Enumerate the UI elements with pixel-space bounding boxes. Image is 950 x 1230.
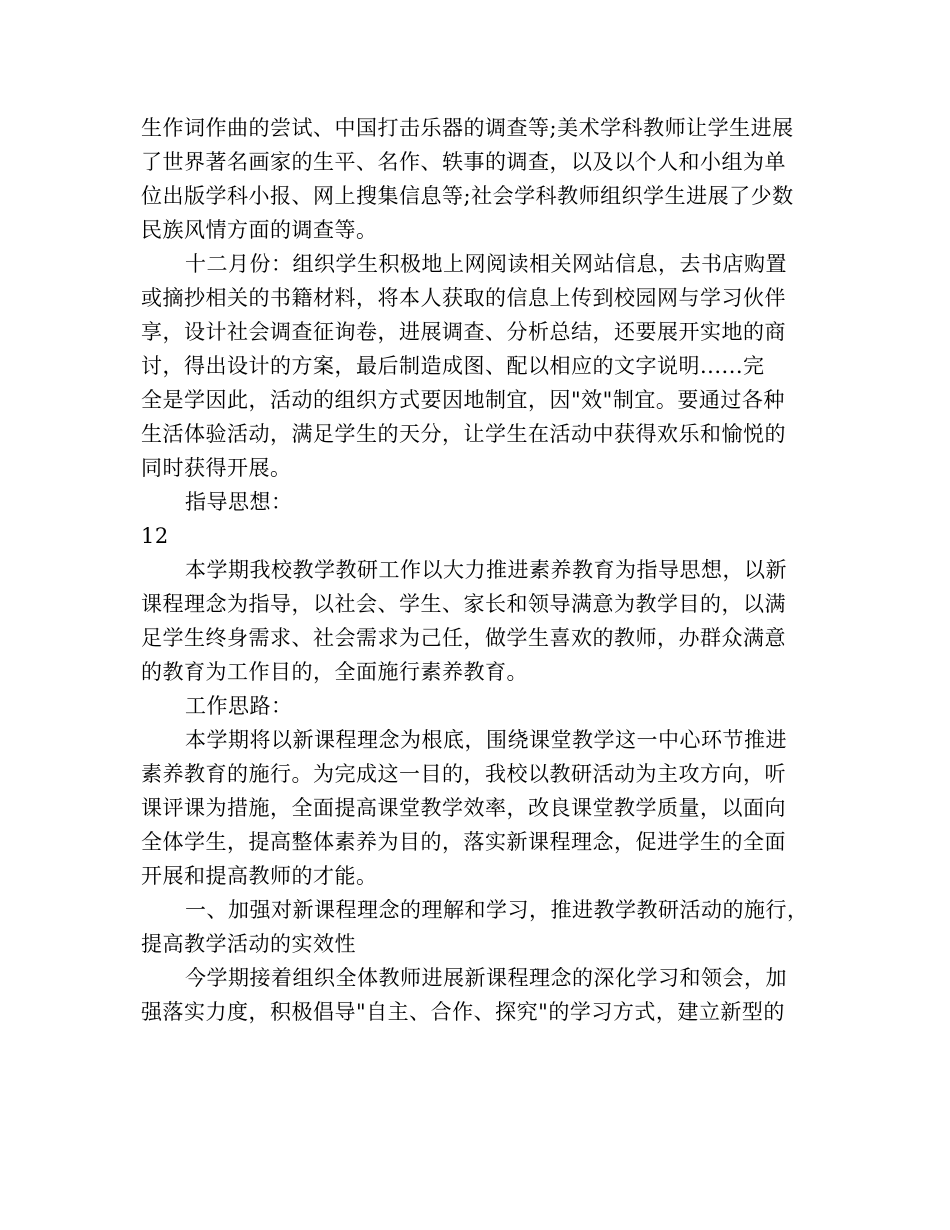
text-line: 开展和提高教师的才能。 — [141, 864, 378, 888]
text-line: 全是学因此，活动的组织方式要因地制宜，因"效"制宜。要通过各种 — [141, 388, 785, 412]
paragraph-start-line: 本学期我校教学教研工作以大力推进素养教育为指导思想，以新 — [185, 558, 787, 582]
text-line: 同时获得开展。 — [141, 456, 292, 480]
text-line: 生作词作曲的尝试、中国打击乐器的调查等;美术学科教师让学生进展 — [141, 116, 794, 140]
text-line: 的教育为工作目的，全面施行素养教育。 — [141, 660, 528, 684]
paragraph-start-line: 本学期将以新课程理念为根底，围绕课堂教学这一中心环节推进 — [185, 728, 787, 752]
section-heading: 工作思路： — [185, 694, 293, 718]
text-line: 了世界著名画家的生平、名作、轶事的调查，以及以个人和小组为单 — [141, 150, 786, 174]
text-line: 素养教育的施行。为完成这一目的，我校以教研活动为主攻方向，听 — [141, 762, 786, 786]
page-number: 12 — [141, 524, 169, 548]
text-line: 或摘抄相关的书籍材料，将本人获取的信息上传到校园网与学习伙伴 — [141, 286, 786, 310]
text-line: 讨，得出设计的方案，最后制造成图、配以相应的文字说明......完 — [141, 354, 765, 378]
section-heading: 指导思想： — [185, 490, 293, 514]
text-line: 全体学生，提高整体素养为目的，落实新课程理念，促进学生的全面 — [141, 830, 786, 854]
paragraph-start-line: 今学期接着组织全体教师进展新课程理念的深化学习和领会，加 — [185, 966, 787, 990]
text-line: 提高教学活动的实效性 — [141, 932, 356, 956]
text-line: 课程理念为指导，以社会、学生、家长和领导满意为教学目的，以满 — [141, 592, 786, 616]
text-line: 民族风情方面的调查等。 — [141, 218, 378, 242]
text-line: 课评课为措施，全面提高课堂教学效率，改良课堂教学质量，以面向 — [141, 796, 786, 820]
text-line: 强落实力度，积极倡导"自主、合作、探究"的学习方式，建立新型的 — [141, 1000, 785, 1024]
text-line: 享，设计社会调查征询卷，进展调查、分析总结，还要展开实地的商 — [141, 320, 786, 344]
paragraph-start-line: 十二月份：组织学生积极地上网阅读相关网站信息，去书店购置 — [185, 252, 787, 276]
section-heading: 一、加强对新课程理念的理解和学习，推进教学教研活动的施行， — [185, 898, 809, 922]
text-line: 足学生终身需求、社会需求为己任，做学生喜欢的教师，办群众满意 — [141, 626, 786, 650]
text-line: 生活体验活动，满足学生的天分，让学生在活动中获得欢乐和愉悦的 — [141, 422, 786, 446]
text-line: 位出版学科小报、网上搜集信息等;社会学科教师组织学生进展了少数 — [141, 184, 794, 208]
